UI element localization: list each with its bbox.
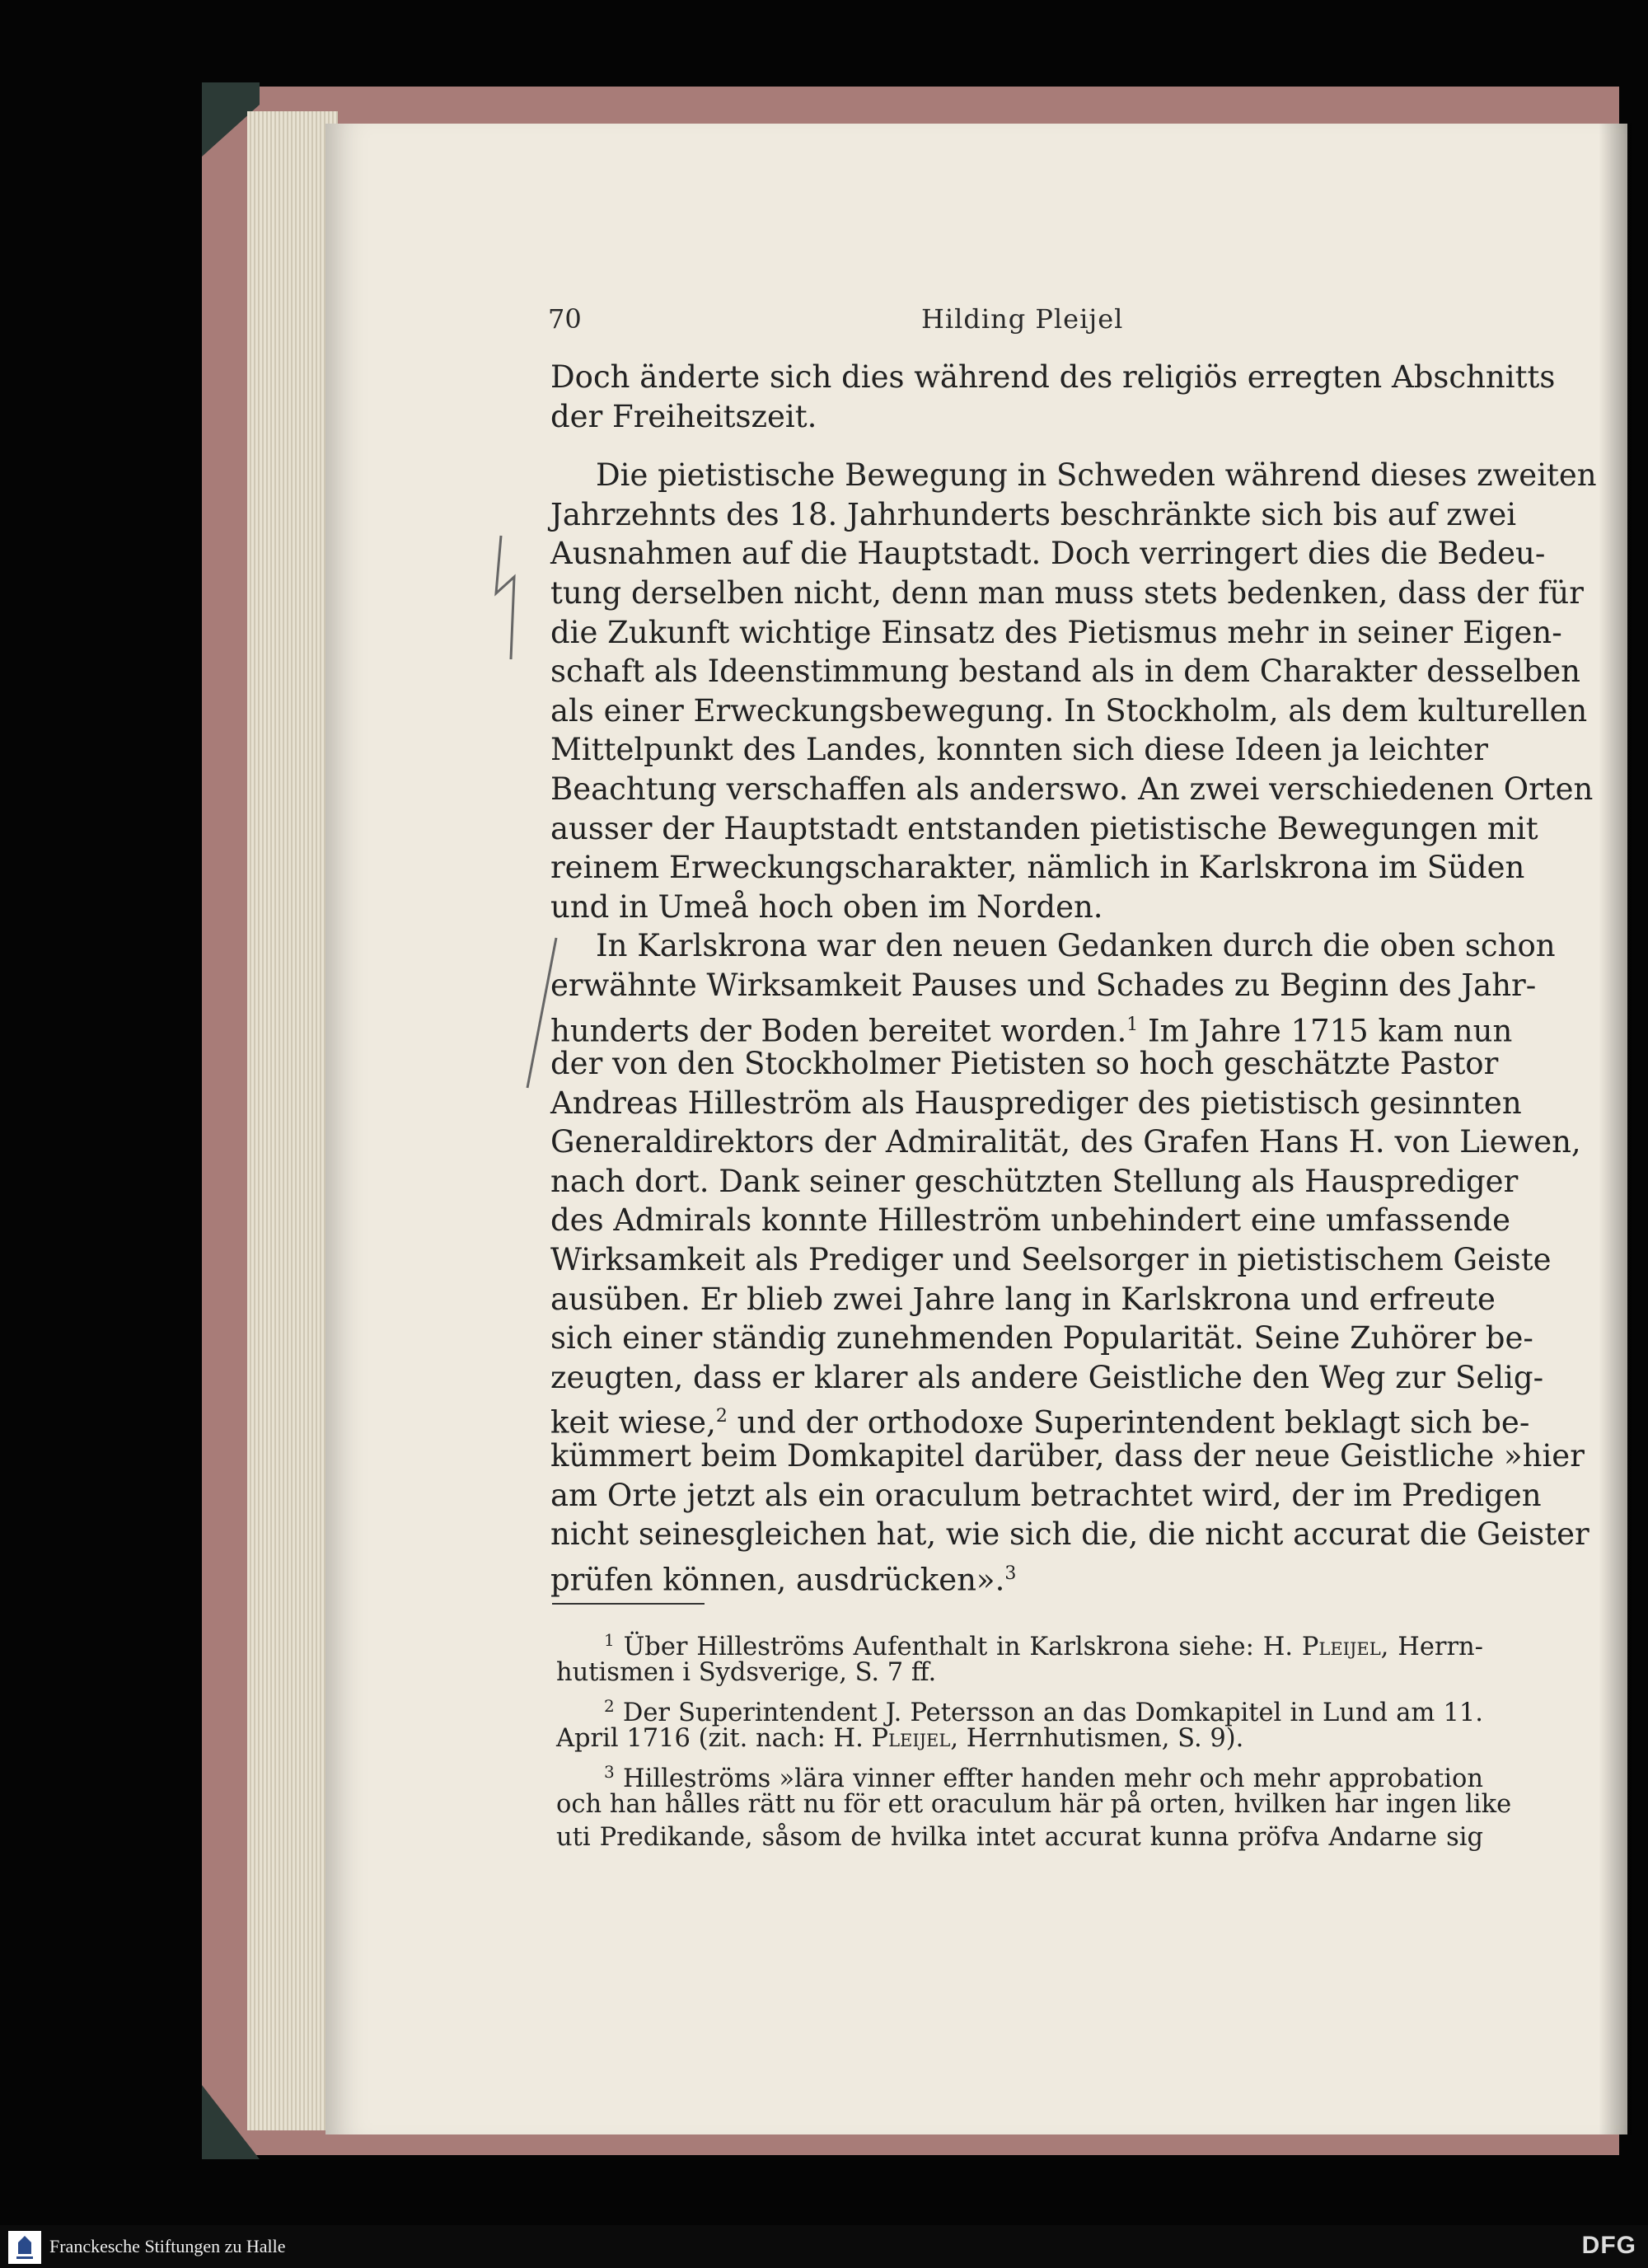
dfg-logo[interactable]: DFG	[1581, 2232, 1636, 2259]
footnote-number: 3	[604, 1762, 615, 1782]
text-line	[550, 1397, 1530, 1441]
text-line: ausser der Hauptstadt entstanden pietistische Bewegungen mit	[550, 810, 1538, 846]
text-line: kümmert beim Domkapitel darüber, dass der neue Geistliche »hier	[550, 1438, 1585, 1474]
text-line: ausüben. Er blieb zwei Jahre lang in Karlskrona und erfreute	[550, 1281, 1496, 1317]
text-line: als einer Erweckungsbewegung. In Stockholm, als dem kulturellen	[550, 692, 1588, 729]
footnote-text: , Herrnhutismen, S. 9).	[950, 1724, 1244, 1753]
footnote-ref-2[interactable]: 2	[715, 1406, 728, 1427]
footnote-number: 1	[604, 1630, 615, 1650]
footnote-author: Pleijel	[1301, 1633, 1381, 1662]
footnote-text: Über Hilleströms Aufenthalt in Karlskrona siehe: H.	[623, 1633, 1294, 1662]
footnote-number: 2	[604, 1696, 615, 1716]
footnote-1-cont: hutismen i Sydsverige, S. 7 ff.	[556, 1658, 937, 1687]
text-run: hunderts der Boden bereitet worden.	[550, 1012, 1127, 1048]
text-line	[550, 1005, 1513, 1048]
text-line: die Zukunft wichtige Einsatz des Pietismus mehr in seiner Eigen-	[550, 614, 1562, 650]
pencil-mark-icon	[486, 527, 527, 668]
text-line: reinem Erweckungscharakter, nämlich in Karlskrona im Süden	[550, 850, 1525, 886]
footnote-ref-1[interactable]: 1	[1126, 1014, 1139, 1035]
text-line: Generaldirektors der Admiralität, des Grafen Hans H. von Liewen,	[550, 1124, 1581, 1160]
text-line: Andreas Hilleström als Hausprediger des pietistisch gesinnten	[550, 1085, 1522, 1121]
text-line: schaft als Ideenstimmung bestand als in dem Charakter desselben	[550, 654, 1580, 690]
footnote-3	[556, 1755, 1483, 1794]
footnote-3-cont: och han hålles rätt nu för ett oraculum här på orten, hvilken har ingen like	[556, 1790, 1512, 1819]
text-line: tung derselben nicht, denn man muss stets bedenken, dass der für	[550, 574, 1584, 611]
text-line: der Freiheitszeit.	[550, 398, 817, 434]
text-line: der von den Stockholmer Pietisten so hoch geschätzte Pastor	[550, 1046, 1499, 1082]
text-line: am Orte jetzt als ein oraculum betrachtet wird, der im Predigen	[550, 1477, 1542, 1513]
footnote-text: , Herrn-	[1380, 1633, 1483, 1662]
text-line: sich einer ständig zunehmenden Popularität. Seine Zuhörer be-	[550, 1320, 1533, 1357]
page-number: 70	[548, 303, 582, 335]
footnote-1	[556, 1624, 1483, 1662]
text-line: In Karlskrona war den neuen Gedanken durch die oben schon	[596, 928, 1556, 964]
footnote-3-cont: uti Predikande, såsom de hvilka intet accurat kunna pröfva Andarne sig	[556, 1823, 1483, 1852]
text-line: und in Umeå hoch oben im Norden.	[550, 888, 1103, 925]
text-line: nach dort. Dank seiner geschützten Stellung als Hausprediger	[550, 1163, 1519, 1199]
footnote-text: Der Superintendent J. Petersson an das Domkapitel in Lund am 11.	[622, 1699, 1483, 1728]
text-line	[550, 1554, 1483, 1598]
institution-name: Franckesche Stiftungen zu Halle	[49, 2236, 286, 2256]
body-text	[550, 358, 1597, 1598]
text-line: Wirksamkeit als Prediger und Seelsorger in pietistischem Geiste	[550, 1242, 1552, 1278]
text-run: Im Jahre 1715 kam nun	[1138, 1012, 1513, 1048]
footnote-2	[556, 1689, 1483, 1728]
text-line: zeugten, dass er klarer als andere Geistliche den Weg zur Selig-	[550, 1359, 1544, 1395]
text-run: und der orthodoxe Superintendent beklagt sich be-	[727, 1404, 1530, 1441]
text-line: des Admirals konnte Hilleström unbehindert eine umfassende	[550, 1202, 1510, 1239]
institution-logo-icon[interactable]	[8, 2231, 41, 2264]
text-run: prüfen können, ausdrücken».	[550, 1562, 1005, 1598]
text-line: Jahrzehnts des 18. Jahrhunderts beschränkte sich bis auf zwei	[550, 496, 1517, 532]
footnote-text: Hilleströms »lära vinner effter handen mehr och mehr approbation	[622, 1764, 1483, 1794]
running-head: Hilding Pleijel	[921, 303, 1124, 335]
page-gutter-shadow	[1599, 124, 1632, 2134]
text-line: Mittelpunkt des Landes, konnten sich diese Ideen ja leichter	[550, 732, 1488, 768]
footnotes	[556, 1624, 1512, 1854]
text-line: Beachtung verschaffen als anderswo. An zwei verschiedenen Orten	[550, 771, 1594, 807]
text-line: erwähnte Wirksamkeit Pauses und Schades zu Beginn des Jahr-	[550, 967, 1537, 1003]
footnote-divider	[552, 1603, 705, 1605]
text-line: Ausnahmen auf die Hauptstadt. Doch verringert dies die Bedeu-	[550, 536, 1546, 572]
text-run: keit wiese,	[550, 1404, 716, 1441]
text-line: nicht seinesgleichen hat, wie sich die, die nicht accurat die Geister	[550, 1516, 1589, 1553]
page-edges	[247, 111, 338, 2130]
footnote-ref-3[interactable]: 3	[1004, 1563, 1017, 1584]
footnote-author: Pleijel	[871, 1724, 951, 1753]
text-line: Die pietistische Bewegung in Schweden während dieses zweiten	[596, 457, 1597, 494]
text-line: Doch änderte sich dies während des religiös erregten Abschnitts	[550, 359, 1556, 395]
footnote-text: April 1716 (zit. nach: H.	[556, 1724, 864, 1753]
